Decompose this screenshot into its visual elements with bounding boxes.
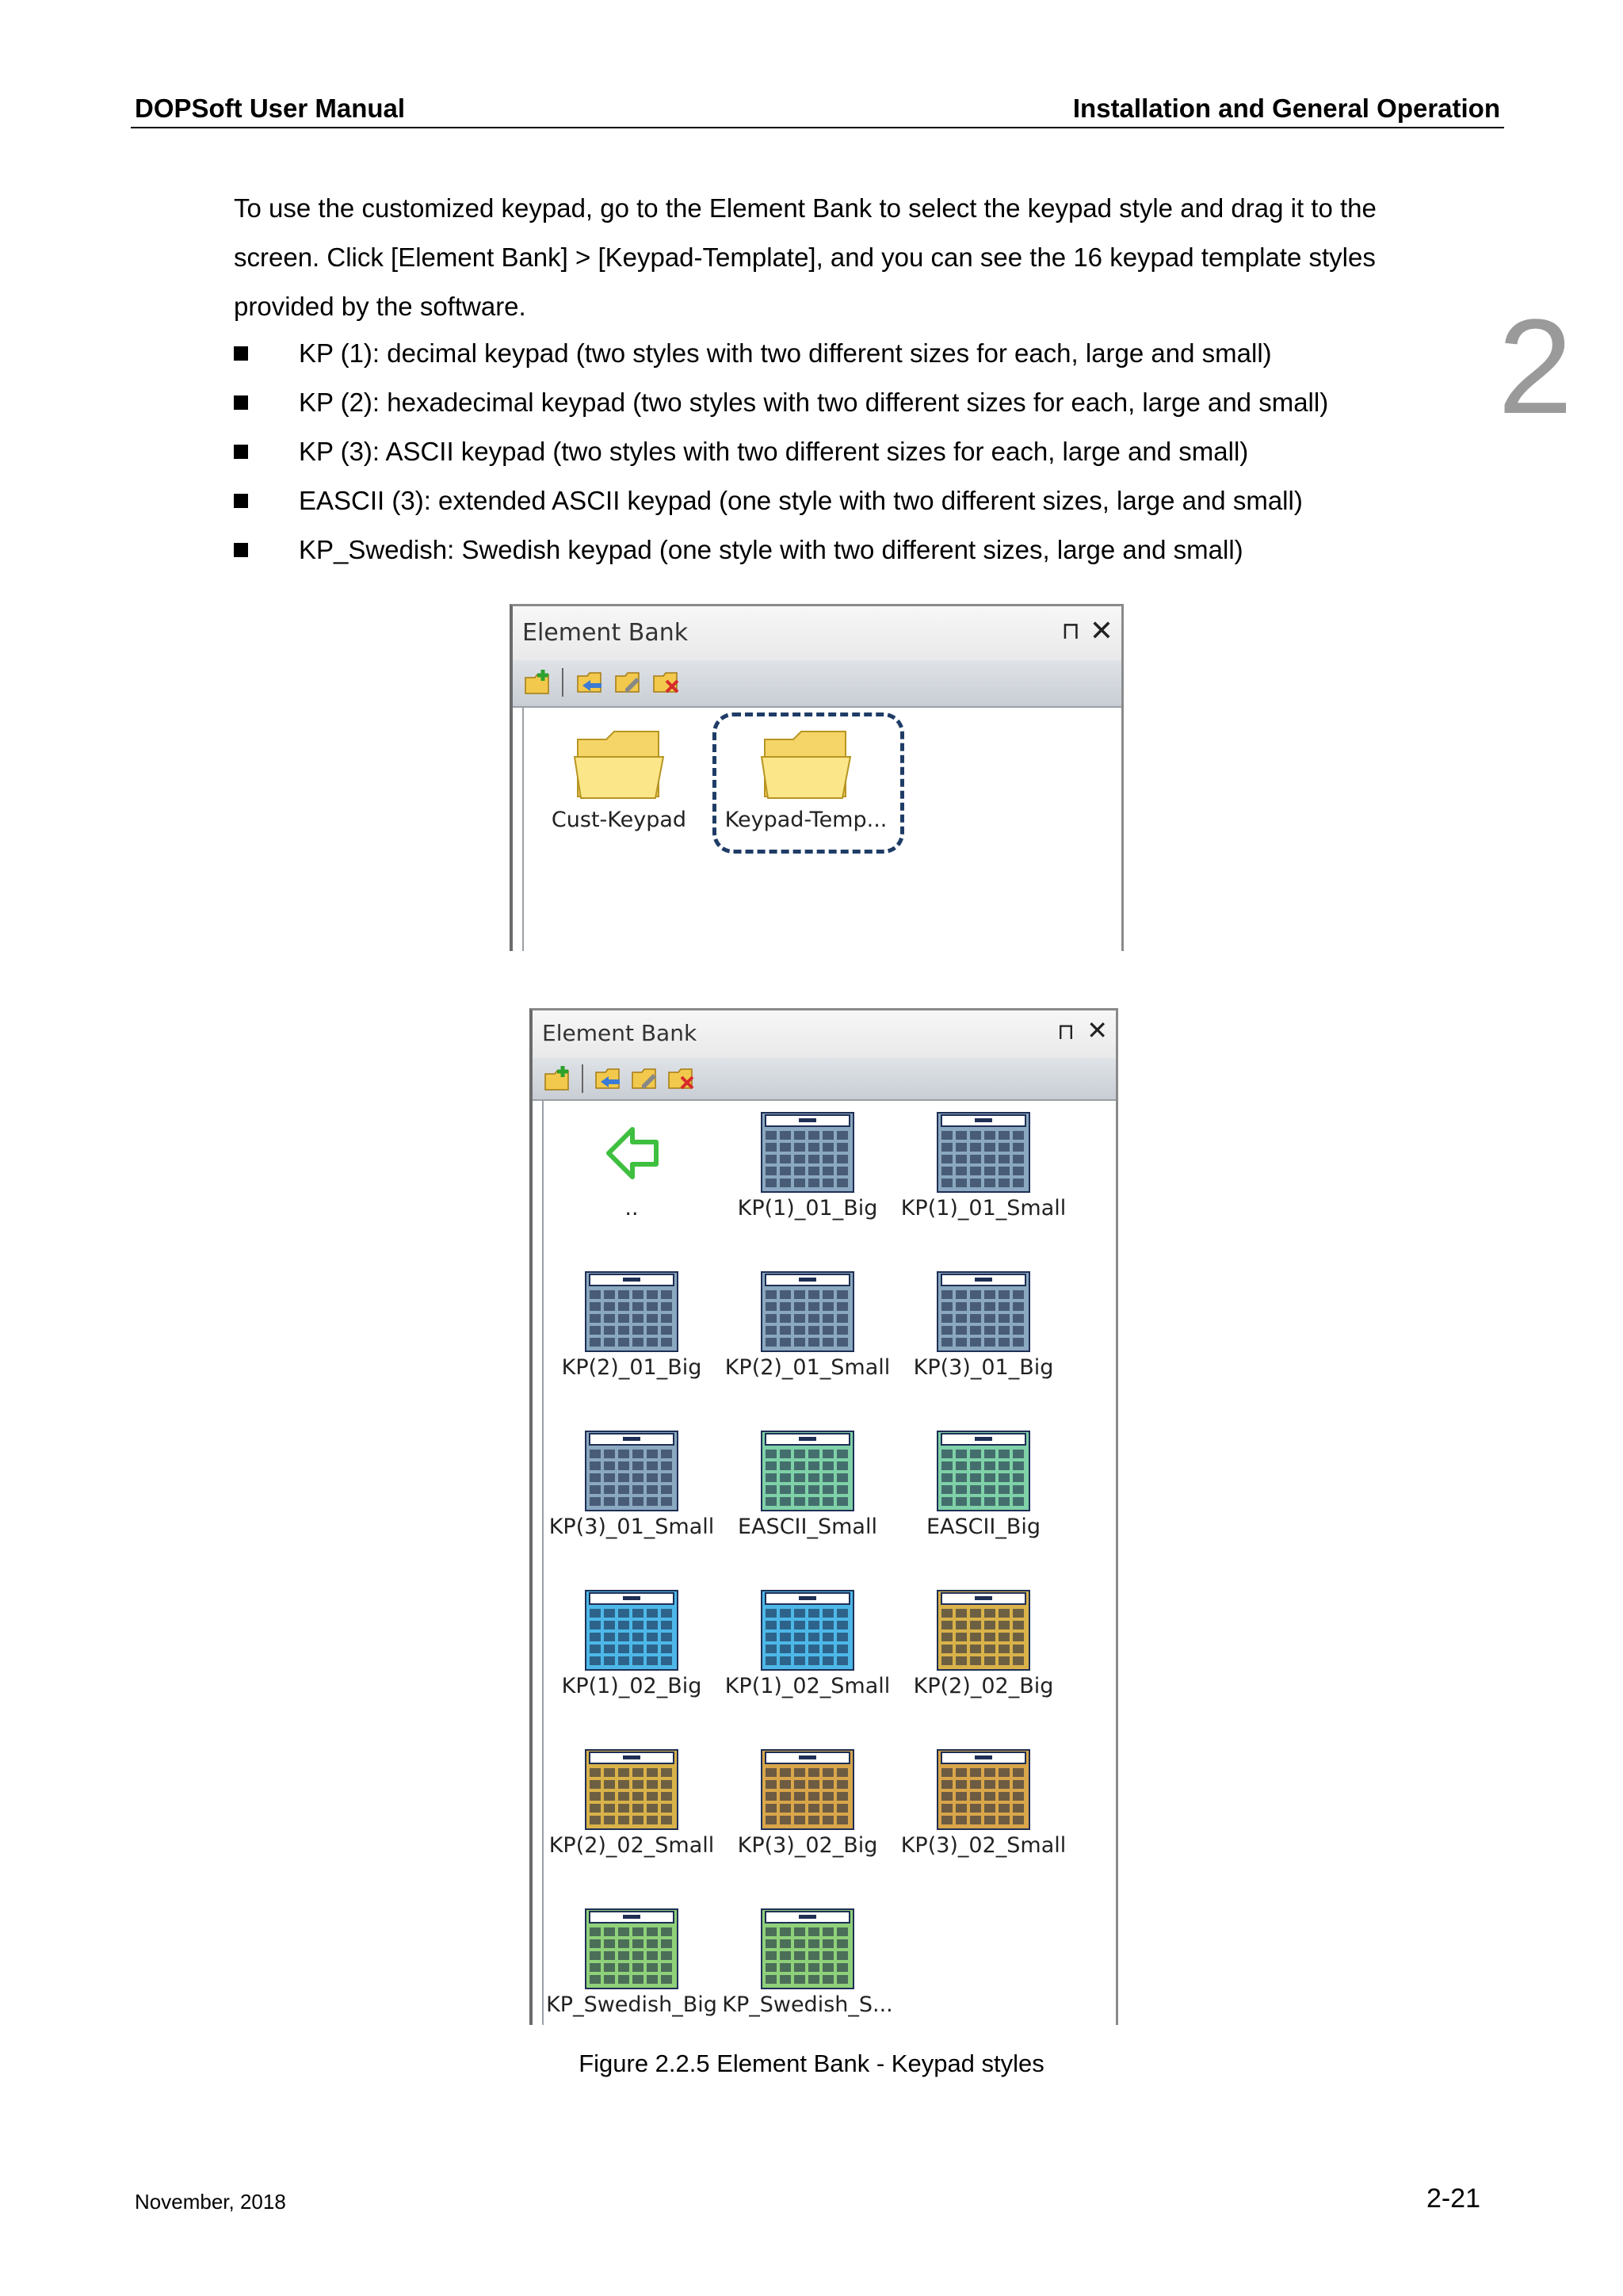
figure-caption: Figure 2.2.5 Element Bank - Keypad styles xyxy=(579,2050,1044,2077)
keypad-template-label: KP(2)_02_Big xyxy=(913,1674,1054,1698)
keypad-template-label: KP(3)_01_Small xyxy=(548,1515,715,1539)
keypad-thumbnail-icon xyxy=(937,1431,1030,1511)
keypad-thumbnail-icon xyxy=(937,1112,1030,1193)
keypad-template-item[interactable] xyxy=(544,1590,720,1698)
close-icon[interactable]: ✕ xyxy=(1089,614,1113,647)
keypad-template-item[interactable] xyxy=(720,1590,896,1698)
rename-folder-icon[interactable] xyxy=(631,1064,661,1091)
new-folder-icon[interactable] xyxy=(544,1064,574,1091)
rename-folder-icon[interactable] xyxy=(614,668,644,695)
bullet-icon xyxy=(234,346,248,361)
folder-cust-keypad[interactable] xyxy=(540,725,698,832)
panel-title: Element Bank xyxy=(522,619,689,647)
keypad-template-item[interactable] xyxy=(896,1749,1071,1858)
toolbar-separator xyxy=(562,668,563,697)
keypad-template-label: KP(1)_02_Small xyxy=(724,1674,891,1698)
parent-folder-item[interactable] xyxy=(544,1112,720,1221)
keypad-template-item[interactable] xyxy=(720,1112,896,1221)
keypad-template-item[interactable] xyxy=(544,1271,720,1380)
keypad-template-label: KP(1)_01_Big xyxy=(737,1196,878,1221)
keypad-thumbnail-icon xyxy=(585,1749,678,1830)
list-item-text: EASCII (3): extended ASCII keypad (one style with two different sizes, large and small) xyxy=(299,486,1303,515)
bullet-icon xyxy=(234,543,248,557)
delete-folder-icon[interactable] xyxy=(667,1064,697,1091)
page-number: 2-21 xyxy=(1426,2183,1480,2214)
toolbar-separator xyxy=(582,1064,583,1093)
panel-toolbar xyxy=(533,1058,1116,1101)
list-item-text: KP (2): hexadecimal keypad (two styles with two different sizes for each, large and small) xyxy=(299,388,1329,417)
keypad-thumbnail-icon xyxy=(585,1590,678,1671)
panel-title: Element Bank xyxy=(542,1020,697,1046)
panel-title-bar xyxy=(533,1010,1116,1058)
list-item-text: KP_Swedish: Swedish keypad (one style with two different sizes, large and small) xyxy=(299,535,1243,564)
keypad-thumbnail-icon xyxy=(937,1590,1030,1671)
keypad-template-item[interactable] xyxy=(720,1908,896,2017)
keypad-template-item[interactable] xyxy=(720,1271,896,1380)
keypad-template-item[interactable] xyxy=(896,1112,1071,1221)
list-item xyxy=(234,329,1502,378)
keypad-template-label: KP(3)_02_Big xyxy=(737,1833,878,1858)
keypad-thumbnail-icon xyxy=(937,1271,1030,1352)
list-item-text: KP (3): ASCII keypad (two styles with two different sizes for each, large and small) xyxy=(299,437,1249,466)
move-folder-icon[interactable] xyxy=(576,668,606,695)
keypad-thumbnail-icon xyxy=(761,1431,854,1511)
keypad-thumbnail-icon xyxy=(585,1908,678,1989)
list-item xyxy=(234,378,1502,427)
keypad-template-item[interactable] xyxy=(544,1431,720,1539)
keypad-template-item[interactable] xyxy=(896,1431,1071,1539)
keypad-template-label: KP_Swedish_S... xyxy=(722,1992,893,2017)
keypad-template-label: KP(1)_01_Small xyxy=(900,1196,1067,1221)
keypad-template-label: KP_Swedish_Big xyxy=(546,1992,717,2017)
list-item xyxy=(234,476,1502,525)
keypad-template-label: KP(2)_01_Big xyxy=(561,1355,702,1380)
folder-icon xyxy=(758,725,854,804)
keypad-template-label: KP(3)_02_Small xyxy=(900,1833,1067,1858)
back-arrow-icon xyxy=(585,1112,678,1193)
header-rule xyxy=(131,127,1504,128)
panel-title-bar xyxy=(513,606,1121,660)
keypad-thumbnail-icon xyxy=(761,1749,854,1830)
keypad-thumbnail-icon xyxy=(585,1271,678,1352)
folder-keypad-template[interactable] xyxy=(720,725,892,832)
intro-paragraph: To use the customized keypad, go to the Element Bank to select the keypad style and drag it to the screen. Click [Element Bank] > [Keypad-Template], and you can see the 16 keypad template styles provided by the software. xyxy=(234,193,1377,321)
folder-icon xyxy=(571,725,666,804)
keypad-template-item[interactable] xyxy=(896,1271,1071,1380)
pin-icon[interactable]: ⊓ xyxy=(1057,1019,1075,1044)
keypad-thumbnail-icon xyxy=(761,1908,854,1989)
list-item-text: KP (1): decimal keypad (two styles with two different sizes for each, large and small) xyxy=(299,338,1272,368)
keypad-thumbnail-icon xyxy=(761,1112,854,1193)
delete-folder-icon[interactable] xyxy=(652,668,682,695)
bullet-icon xyxy=(234,395,248,410)
keypad-type-list xyxy=(234,329,1502,575)
new-folder-icon[interactable] xyxy=(524,668,554,695)
keypad-template-item[interactable] xyxy=(720,1749,896,1858)
keypad-thumbnail-icon xyxy=(761,1271,854,1352)
keypad-template-label: EASCII_Small xyxy=(738,1515,877,1539)
running-header-section: Installation and General Operation xyxy=(1072,94,1500,123)
list-item xyxy=(234,525,1502,575)
keypad-template-label: KP(2)_01_Small xyxy=(724,1355,891,1380)
keypad-thumbnail-icon xyxy=(585,1431,678,1511)
running-header-title: DOPSoft User Manual xyxy=(135,94,406,123)
element-bank-panel-1 xyxy=(510,604,1124,951)
element-bank-panel-2 xyxy=(529,1008,1118,2025)
keypad-thumbnail-icon xyxy=(937,1749,1030,1830)
folder-label: Keypad-Temp... xyxy=(724,808,888,832)
close-icon[interactable]: ✕ xyxy=(1086,1016,1108,1045)
panel-content xyxy=(542,1101,1116,2025)
parent-folder-label: .. xyxy=(624,1196,639,1221)
move-folder-icon[interactable] xyxy=(594,1064,624,1091)
keypad-template-label: KP(3)_01_Big xyxy=(913,1355,1054,1380)
bullet-icon xyxy=(234,445,248,459)
list-item xyxy=(234,427,1502,476)
panel-toolbar xyxy=(513,660,1121,708)
keypad-template-item[interactable] xyxy=(544,1908,720,2017)
footer-date: November, 2018 xyxy=(135,2190,286,2214)
pin-icon[interactable]: ⊓ xyxy=(1061,618,1080,644)
keypad-template-item[interactable] xyxy=(896,1590,1071,1698)
keypad-thumbnail-icon xyxy=(761,1590,854,1671)
keypad-template-label: KP(2)_02_Small xyxy=(548,1833,715,1858)
panel-content xyxy=(522,708,1121,951)
keypad-template-item[interactable] xyxy=(544,1749,720,1858)
keypad-template-item[interactable] xyxy=(720,1431,896,1539)
chapter-number: 2 xyxy=(1498,292,1573,442)
keypad-template-label: EASCII_Big xyxy=(926,1515,1041,1539)
bullet-icon xyxy=(234,494,248,508)
folder-label: Cust-Keypad xyxy=(551,808,687,832)
keypad-template-label: KP(1)_02_Big xyxy=(561,1674,702,1698)
